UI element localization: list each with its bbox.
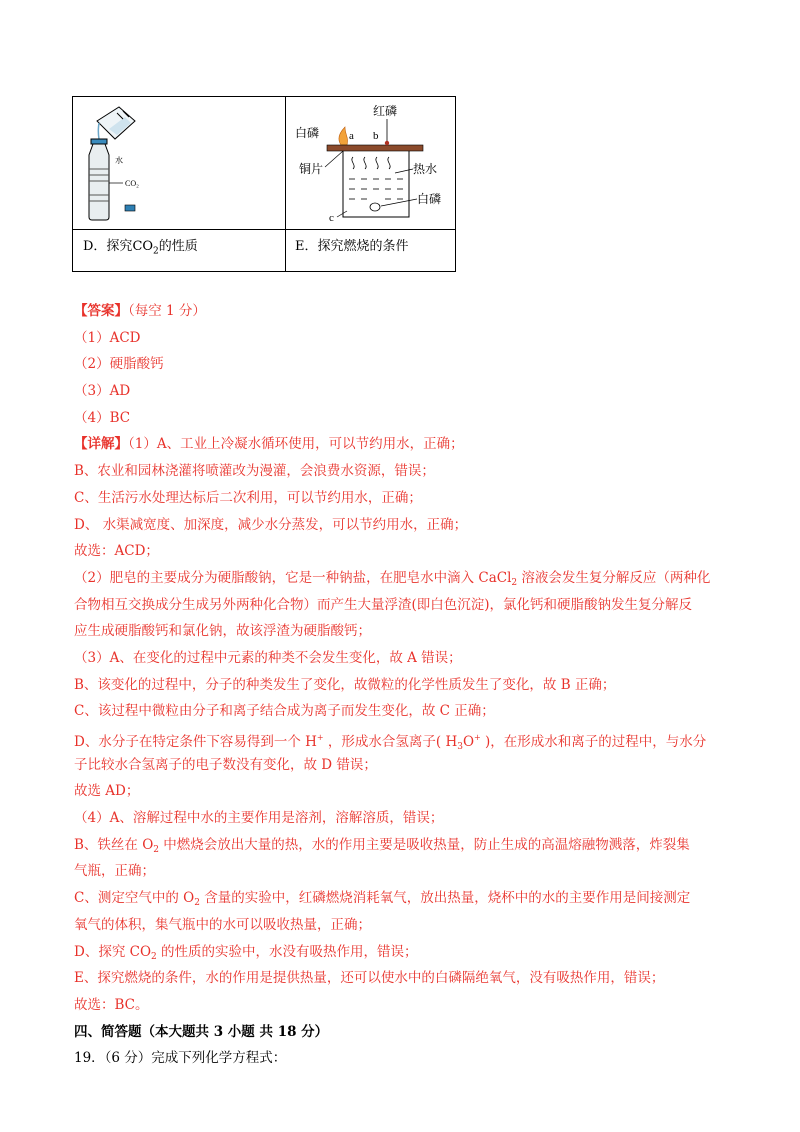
- detail-line: 合物相互交换成分生成另外两种化合物）而产生大量浮渣(即白色沉淀)，氯化钙和硬脂酸钠发生复分解反: [74, 596, 693, 613]
- hot-water-label: 热水: [413, 162, 438, 176]
- section-title: 四、简答题（本大题共 3 小题 共 18 分）: [74, 1023, 329, 1040]
- detail-line: 应生成硬脂酸钙和氯化钠，故该浮渣为硬脂酸钙；: [74, 623, 371, 640]
- detail-line: B、铁丝在 $O_2$ 中燃烧会放出大量的热，水的作用主要是吸收热量，防止生成的高温熔融物溅落，炸裂集: [74, 836, 690, 855]
- detail-line: D、 水渠减宽度、加深度，减少水分蒸发，可以节约用水，正确；: [74, 516, 468, 533]
- point-a-label: a: [349, 130, 354, 142]
- detail-line: 故选：ACD；: [74, 543, 159, 560]
- flame-icon: [339, 127, 348, 145]
- detail-line: 【详解】（1）A、工业上冷凝水循环使用，可以节约用水，正确；: [74, 436, 464, 453]
- copper-label: 铜片: [299, 162, 324, 176]
- answer-item: （4）BC: [74, 409, 131, 426]
- red-phosphorus-label: 红磷: [373, 104, 398, 118]
- caption-e: E．探究燃烧的条件: [295, 239, 409, 254]
- detail-line: B、农业和园林浇灌将喷灌改为漫灌，会浪费水资源，错误；: [74, 463, 435, 480]
- detail-line: E、探究燃烧的条件，水的作用是提供热量，还可以使水中的白磷隔绝氧气，没有吸热作用，错误；: [74, 970, 665, 987]
- detail-line: （3）A、在变化的过程中元素的种类不会发生变化，故 A 错误；: [74, 649, 462, 666]
- detail-line: B、该变化的过程中，分子的种类发生了变化，故微粒的化学性质发生了变化，故 B 正确；: [74, 676, 616, 693]
- answer-item: （1）ACD: [74, 329, 141, 346]
- answer-item: （3）AD: [74, 383, 131, 400]
- detail-line: C、测定空气中的 $O_2$ 含量的实验中，红磷燃烧消耗氧气，放出热量，烧杯中的水的主要作用是间接测定: [74, 890, 691, 909]
- plastic-bottle: [89, 139, 109, 220]
- detail-line: 子比较水合氢离子的电子数没有变化，故 D 错误；: [74, 756, 377, 773]
- caption-d: D．探究$CO_2$的性质: [83, 239, 198, 257]
- detail-line: C、生活污水处理达标后二次利用，可以节约用水，正确；: [74, 489, 422, 506]
- detail-line: D、水分子在特定条件下容易得到一个 H+ ，形成水合氢离子( $H_3O^+$ )，在形成水和离子的过程中，与水分: [74, 733, 707, 752]
- co2-label: CO₂: [125, 179, 139, 188]
- figure-table: [72, 96, 456, 272]
- pouring-beaker: [97, 107, 135, 139]
- combustion-figure: [291, 99, 453, 225]
- detail-line: 气瓶，正确；: [74, 863, 155, 880]
- point-c-label: c: [329, 212, 334, 224]
- bottle-cap-icon: [125, 205, 135, 211]
- point-b-label: b: [373, 130, 379, 142]
- copper-sheet: [327, 145, 423, 151]
- white-phosphorus-top-label: 白磷: [295, 126, 320, 140]
- detail-line: 故选：BC。: [74, 996, 149, 1013]
- answer-heading: 【答案】（每空 1 分）: [74, 303, 206, 319]
- detail-line: 故选 AD；: [74, 783, 140, 800]
- answer-section: [74, 298, 734, 1072]
- detail-line: （2）肥皂的主要成分为硬脂酸钠，它是一种钠盐，在肥皂水中滴入 CaCl$_2$ 溶液会发生复分解反应（两种化: [74, 569, 711, 588]
- detail-line: 氧气的体积，集气瓶中的水可以吸收热量，正确；: [74, 916, 371, 933]
- co2-bottle-figure: [79, 99, 279, 225]
- white-phosphorus-bottom-label: 白磷: [417, 192, 442, 206]
- question-19: 19．（6 分）完成下列化学方程式：: [74, 1050, 287, 1067]
- water-label: 水: [115, 156, 123, 165]
- detail-line: D、探究 $CO_2$ 的性质的实验中，水没有吸热作用，错误；: [74, 943, 418, 962]
- detail-line: C、该过程中微粒由分子和离子结合成为离子而发生变化，故 C 正确；: [74, 703, 495, 720]
- answer-item: （2）硬脂酸钙: [74, 356, 164, 373]
- detail-line: （4）A、溶解过程中水的主要作用是溶剂，溶解溶质，错误；: [74, 810, 444, 827]
